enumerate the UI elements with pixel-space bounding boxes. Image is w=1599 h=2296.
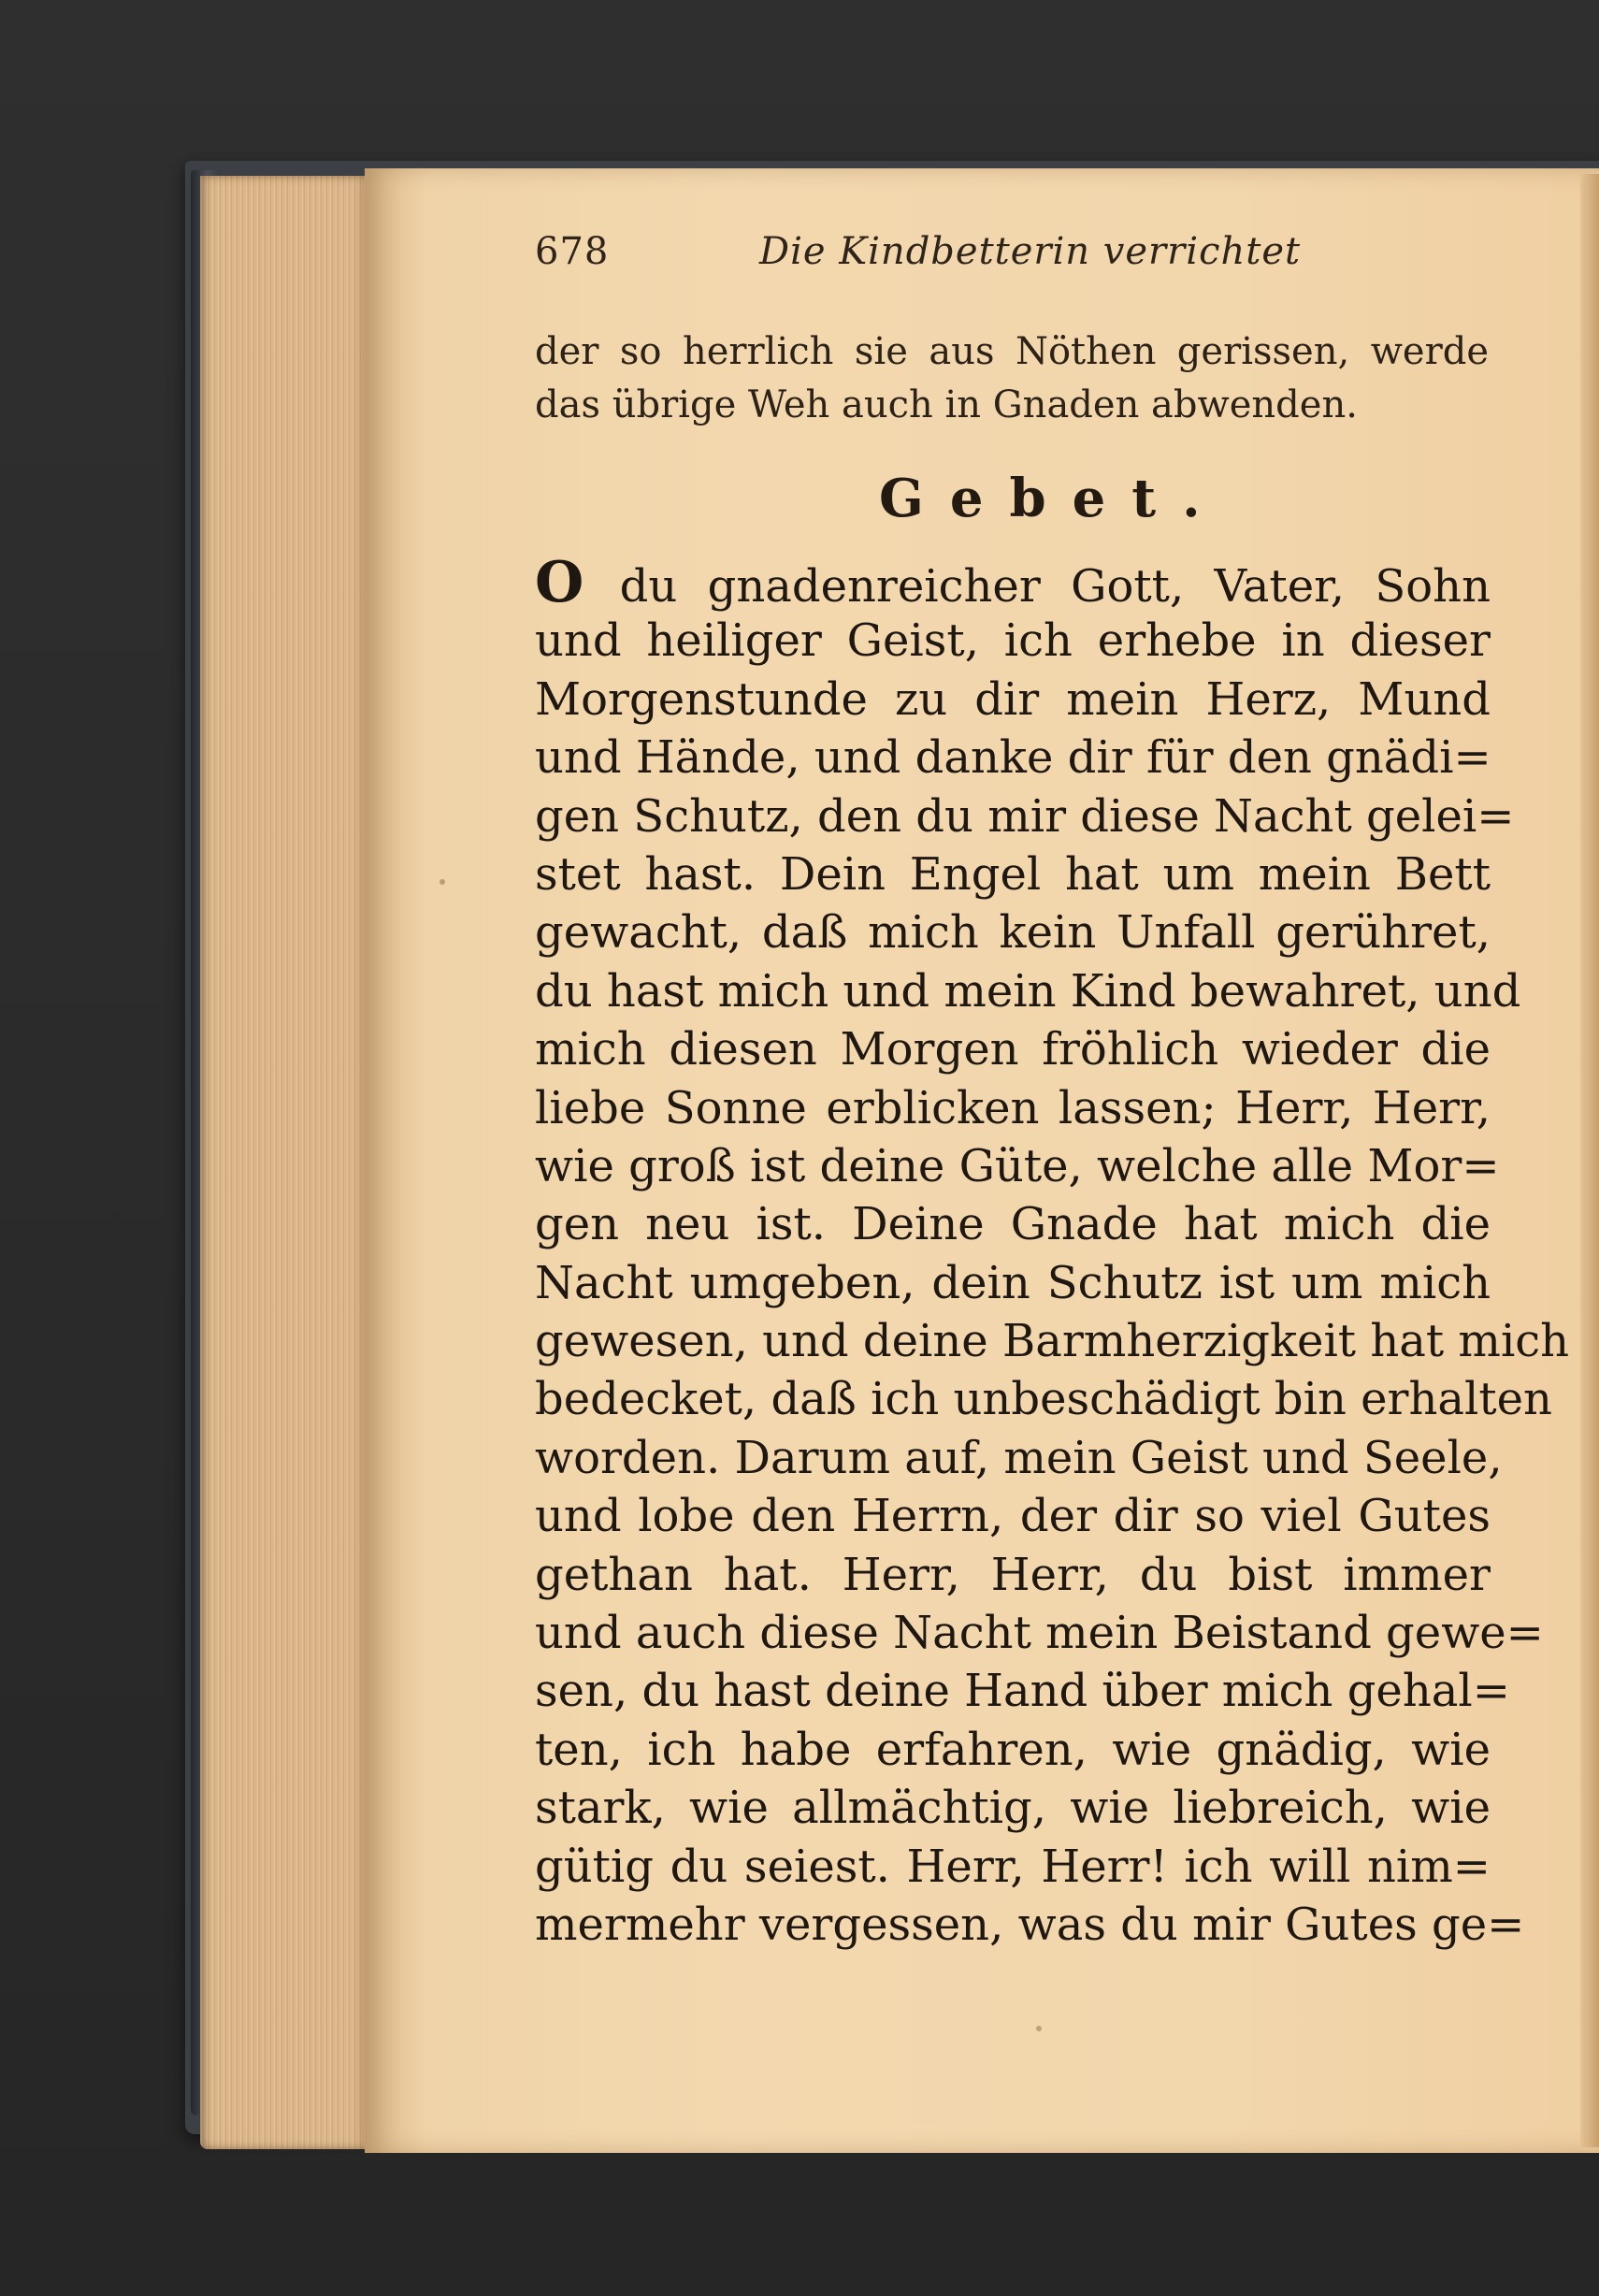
text-line: das übrige Weh auch in Gnaden abwenden. — [535, 383, 1358, 426]
prayer-body — [535, 550, 1570, 1954]
text-line: und Hände, und danke dir für den gnädi= — [535, 731, 1491, 785]
text-line: Nacht umgeben, dein Schutz ist um mich — [535, 1256, 1491, 1309]
paper-spot — [439, 879, 445, 885]
text-line: und auch diese Nacht mein Beistand gewe= — [535, 1607, 1544, 1660]
text-line: der so herrlich sie aus Nöthen gerissen, werde — [535, 330, 1489, 373]
text-line: wie groß ist deine Güte, welche alle Mor= — [535, 1139, 1500, 1192]
text-line: gen neu ist. Deine Gnade hat mich die — [535, 1198, 1491, 1251]
text-line: sen, du hast deine Hand über mich gehal= — [535, 1665, 1510, 1718]
text-line: gen Schutz, den du mir diese Nacht gelei= — [535, 789, 1515, 843]
text-line: gewacht, daß mich kein Unfall gerühret, — [535, 906, 1491, 960]
text-line: bedecket, daß ich unbeschädigt bin erhalten — [535, 1373, 1552, 1426]
text-line — [535, 550, 1491, 615]
page-stack-edge — [200, 176, 368, 2149]
text-line: und lobe den Herrn, der dir so viel Gutes — [535, 1490, 1491, 1543]
text-line: Morgenstunde zu dir mein Herz, Mund — [535, 672, 1491, 726]
initial-letter: O — [535, 550, 584, 615]
text-line: liebe Sonne erblicken lassen; Herr, Herr, — [535, 1081, 1491, 1134]
text-line: stet hast. Dein Engel hat um mein Bett — [535, 847, 1491, 901]
running-head: Die Kindbetterin verrichtet — [759, 230, 1302, 273]
text-line: gethan hat. Herr, Herr, du bist immer — [535, 1548, 1491, 1601]
text-line: stark, wie allmächtig, wie liebreich, wie — [535, 1782, 1491, 1835]
text-line: mich diesen Morgen fröhlich wieder die — [535, 1023, 1491, 1076]
prayer-title: Gebet. — [879, 468, 1227, 529]
text-line: du hast mich und mein Kind bewahret, und — [535, 964, 1521, 1018]
paper-spot — [1036, 2026, 1042, 2031]
text-line: und heiliger Geist, ich erhebe in dieser — [535, 614, 1491, 668]
page-number: 678 — [535, 230, 610, 273]
text-line: gütig du seiest. Herr, Herr! ich will nim= — [535, 1840, 1491, 1893]
page-right-edge — [1580, 174, 1599, 2147]
first-line-text: du gnadenreicher Gott, Vater, Sohn — [619, 560, 1491, 613]
text-line: mermehr vergessen, was du mir Gutes ge= — [535, 1898, 1525, 1951]
page-header — [535, 224, 1470, 290]
text-line: ten, ich habe erfahren, wie gnädig, wie — [535, 1723, 1491, 1776]
intro-paragraph — [535, 325, 1489, 432]
text-line: gewesen, und deine Barmherzigkeit hat mich — [535, 1315, 1570, 1368]
text-line: worden. Darum auf, mein Geist und Seele, — [535, 1431, 1503, 1484]
